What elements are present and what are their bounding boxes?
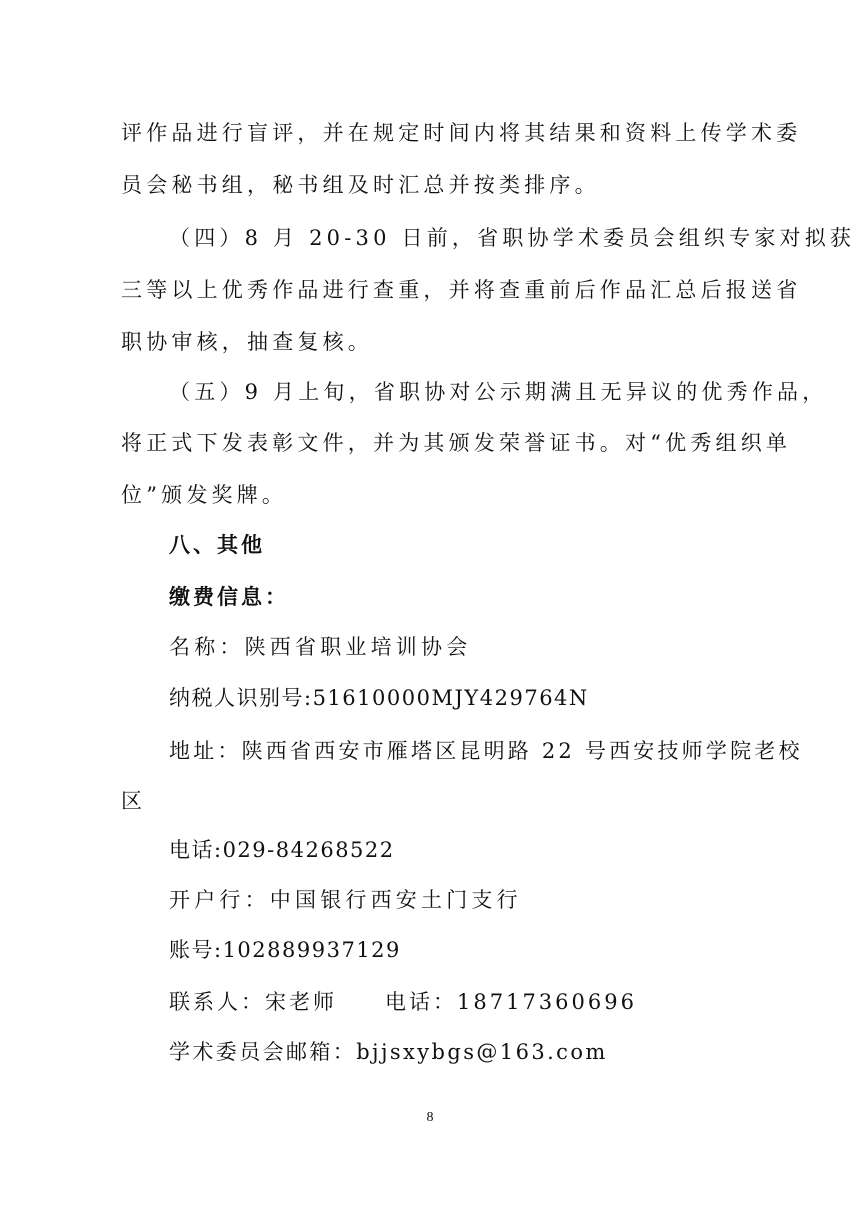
paragraph-line: 将正式下发表彰文件，并为其颁发荣誉证书。对“优秀组织单 — [121, 431, 792, 455]
phone: 电话:029-84268522 — [169, 838, 395, 862]
address: 地址：陕西省西安市雁塔区昆明路 22 号西安技师学院老校 — [169, 739, 803, 763]
contact: 联系人：宋老师 电话：18717360696 — [169, 990, 637, 1014]
tax-id: 纳税人识别号:51610000MJY429764N — [169, 686, 589, 710]
paragraph-line: 三等以上优秀作品进行查重，并将查重前后作品汇总后报送省 — [121, 278, 802, 302]
paragraph-line: 位”颁发奖牌。 — [121, 483, 288, 507]
address-continuation: 区 — [121, 789, 147, 813]
subsection-heading: 缴费信息： — [169, 585, 289, 609]
paragraph-line: 职协审核，抽查复核。 — [121, 330, 373, 354]
section-heading: 八、其他 — [169, 533, 265, 557]
paragraph-line: 评作品进行盲评，并在规定时间内将其结果和资料上传学术委 — [121, 121, 802, 145]
bank: 开户行：中国银行西安土门支行 — [169, 888, 522, 912]
paragraph-line: 员会秘书组，秘书组及时汇总并按类排序。 — [121, 173, 600, 197]
payee-name: 名称：陕西省职业培训协会 — [169, 635, 472, 659]
email: 学术委员会邮箱：bjjsxybgs@163.com — [169, 1040, 608, 1064]
paragraph-line: （四）8 月 20-30 日前，省职协学术委员会组织专家对拟获 — [169, 226, 856, 250]
page-number: 8 — [426, 1110, 434, 1125]
account-number: 账号:102889937129 — [169, 938, 401, 962]
paragraph-line: （五）9 月上旬，省职协对公示期满且无异议的优秀作品， — [169, 380, 828, 404]
